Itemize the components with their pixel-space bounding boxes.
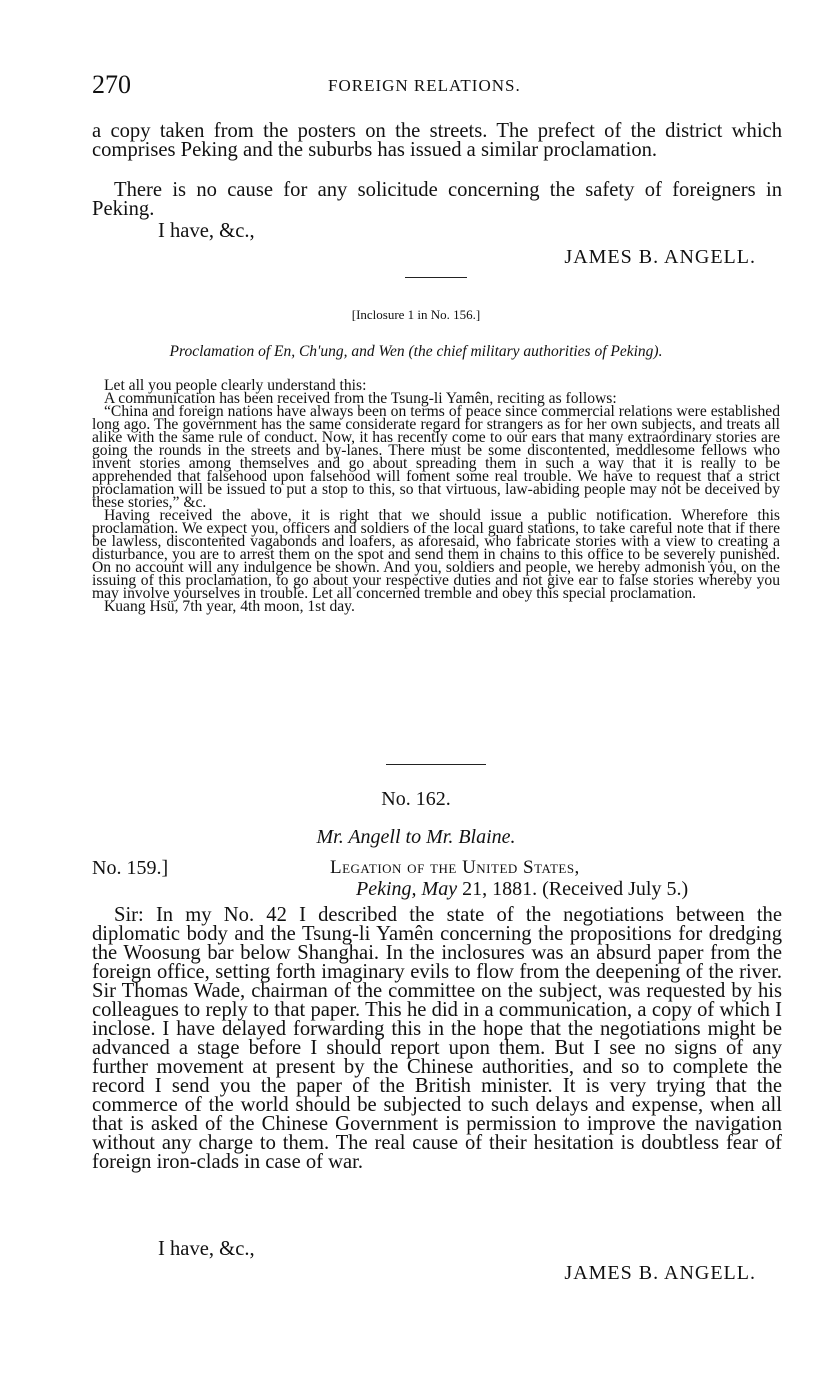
proclamation-line: Let all you people clearly understand this: (104, 377, 367, 394)
letter-body: Sir: In my No. 42 I described the state of the negotiations between the diplomatic body and the Tsung-li Yamên concerning the propositions for dredging the Woosung bar below Shanghai. In the inclosures was an absurd paper from the foreign office, setting forth imaginary evils to flow from the deepening of the river. Sir Thomas Wade, chairman of the committee on the subject, was requested by his colleagues to reply to that paper. This he did in a communication, a copy of which I inclose. I have delayed forwarding this in the hope that the negotiations might be advanced a stage before I should report upon them. But I see no signs of any further movement at present by the Chinese authorities, and so to complete the record I send you the paper of the British minister. It is very trying that the commerce of the world should be subjected to such delays and expense, when all that is asked of the Chinese Government is permission to improve the navigation without any charge to them. The real cause of their hesitation is doubtless fear of foreign iron-clads in case of war. (92, 904, 782, 1173)
divider (405, 277, 467, 278)
proclamation-line: Having received the above, it is right that we should issue a public notification. Wherefore this proclamation. We expect you, officers and soldiers of the local guard stations, to take careful note that if there be lawless, discontented vagabonds and loafers, as aforesaid, who fabricate stories with a view to creating a disturbance, you are to arrest them on the spot and send them in chains to this office to be severely punished. On no account will any indulgence be shown. And you, soldiers and people, we hereby admonish you, on the issuing of this proclamation, to go about your respective duties and not give ear to false stories whereby you may involve yourselves in trouble. Let all concerned tremble and obey this special proclamation. (92, 507, 780, 602)
document-heading: Mr. Angell to Mr. Blaine. (316, 826, 516, 848)
paragraph-1: a copy taken from the posters on the streets. The prefect of the district which comprises Peking and the suburbs has issued a similar proclamation. (92, 120, 782, 161)
date-month: May (421, 878, 458, 900)
paragraph-2: There is no cause for any solicitude concerning the safety of foreigners in Peking. (92, 179, 782, 220)
signature: JAMES B. ANGELL. (564, 246, 756, 268)
date-rest: 21, 1881. (Received July 5.) (462, 878, 689, 900)
closing: I have, &c., (158, 220, 255, 242)
proclamation-line: “China and foreign nations have always been on terms of peace since commercial relations were established long ago. The government has the same considerate regard for strangers as for her own subjects, and treats all alike with the same rule of conduct. Now, it has recently come to our ears that many extraordinary stories are going the rounds in the streets and by-lanes. There must be some discontented, meddlesome fellows who invent stories among themselves and go about spreading them in such a way that it is really to be apprehended that falsehood upon falsehood will foment some real trouble. We have to request that a strict proclamation will be issued to put a stop to this, so that virtuous, law-abiding people may not be deceived by these stories,” &c. (92, 403, 780, 511)
proclamation-date: Kuang Hsü, 7th year, 4th moon, 1st day. (104, 598, 355, 615)
document-number: No. 162. (381, 788, 451, 810)
proclamation-title: Proclamation of En, Ch'ung, and Wen (the chief military authorities of Peking). (169, 343, 663, 360)
inclosure-label: [Inclosure 1 in No. 156.] (351, 307, 481, 322)
running-title: FOREIGN RELATIONS. (328, 76, 521, 95)
page-number: 270 (92, 70, 131, 99)
proclamation-text (92, 379, 780, 613)
date-place: Peking, (356, 878, 417, 900)
legation-line: Legation of the United States, (330, 857, 580, 878)
proclamation-line: A communication has been received from the Tsung-li Yamên, reciting as follows: (104, 390, 617, 407)
dateline (356, 878, 688, 901)
closing: I have, &c., (158, 1238, 255, 1260)
reference-number: No. 159.] (92, 857, 169, 879)
divider (386, 764, 486, 765)
signature: JAMES B. ANGELL. (564, 1262, 756, 1284)
